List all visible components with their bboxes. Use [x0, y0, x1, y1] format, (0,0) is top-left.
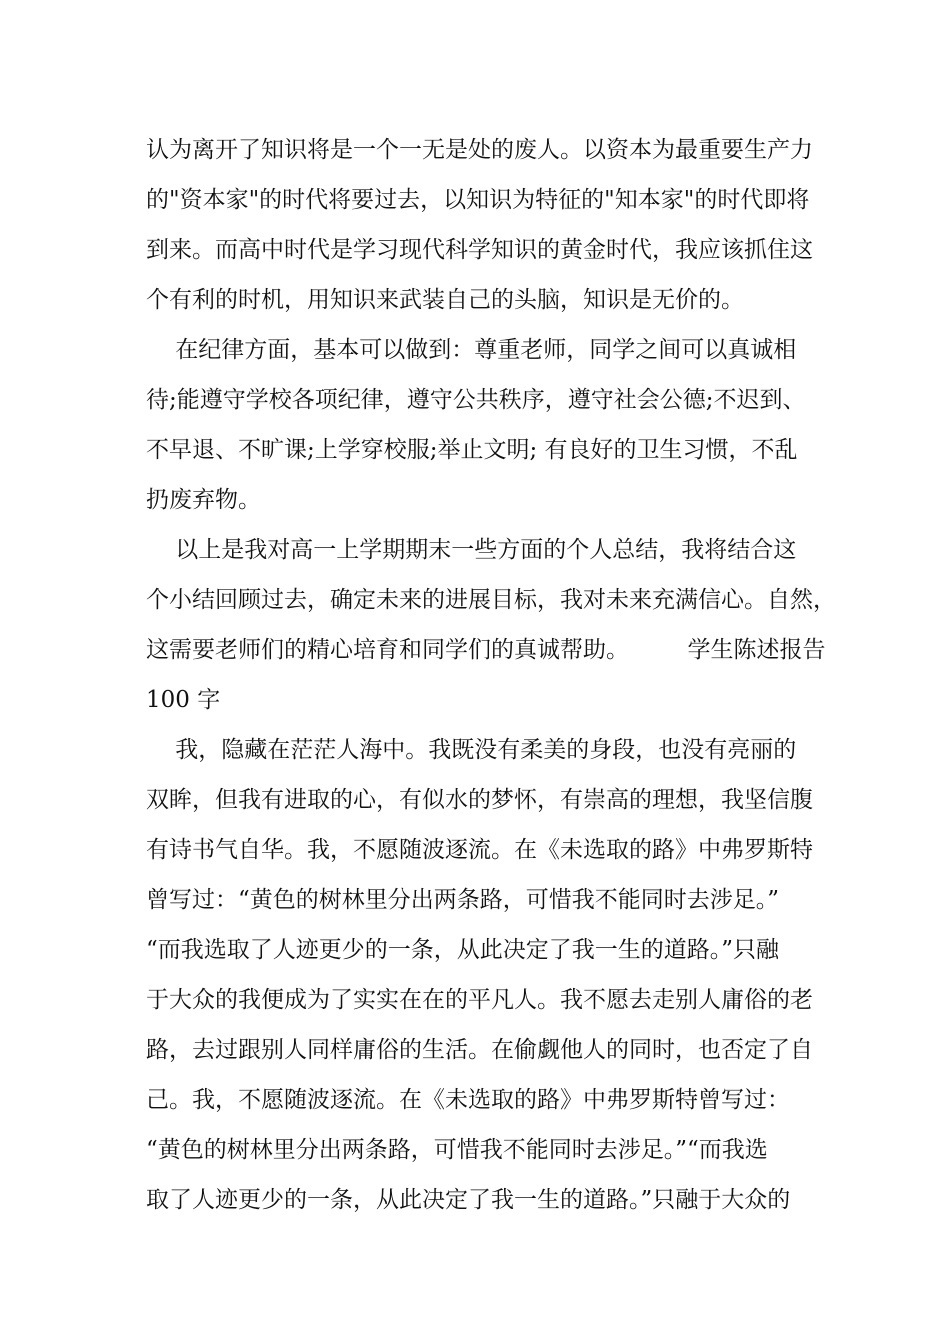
text-line: 扔废弃物。: [146, 487, 261, 513]
text-line: 有诗书气自华。我，不愿随波逐流。在《未选取的路》中弗罗斯特: [146, 837, 813, 863]
text-line: 个小结回顾过去，确定未来的进展目标，我对未来充满信心。自然，: [146, 587, 836, 613]
text-line: 到来。而高中时代是学习现代科学知识的黄金时代，我应该抓住这: [146, 237, 813, 263]
text-line: 取了人迹更少的一条，从此决定了我一生的道路。”只融于大众的: [146, 1187, 791, 1213]
text-line: 路，去过跟别人同样庸俗的生活。在偷觑他人的同时，也否定了自: [146, 1037, 813, 1063]
text-line: 于大众的我便成为了实实在在的平凡人。我不愿去走别人庸俗的老: [146, 987, 813, 1013]
text-line: 100 字: [146, 687, 221, 713]
text-line: 以上是我对高一上学期期末一些方面的个人总结，我将结合这: [146, 537, 797, 563]
text-line: 不早退、不旷课;上学穿校服;举止文明; 有良好的卫生习惯，不乱: [146, 437, 798, 463]
text-line: 双眸，但我有进取的心，有似水的梦怀，有崇高的理想，我坚信腹: [146, 787, 813, 813]
text-line: 己。我，不愿随波逐流。在《未选取的路》中弗罗斯特曾写过：: [146, 1087, 790, 1113]
text-line: 曾写过：“黄色的树林里分出两条路，可惜我不能同时去涉足。”: [146, 887, 780, 913]
text-line: “黄色的树林里分出两条路，可惜我不能同时去涉足。”“而我选: [146, 1137, 768, 1163]
text-line: 认为离开了知识将是一个一无是处的废人。以资本为最重要生产力: [146, 137, 813, 163]
text-line: 个有利的时机，用知识来武装自己的头脑，知识是无价的。: [146, 287, 744, 313]
text-line: 在纪律方面，基本可以做到：尊重老师，同学之间可以真诚相: [146, 337, 797, 363]
text-line: “而我选取了人迹更少的一条，从此决定了我一生的道路。”只融: [146, 937, 780, 963]
text-line: 我，隐藏在茫茫人海中。我既没有柔美的身段，也没有亮丽的: [146, 737, 797, 763]
text-line: 这需要老师们的精心培育和同学们的真诚帮助。 学生陈述报告: [146, 637, 826, 663]
text-line: 的"资本家"的时代将要过去，以知识为特征的"知本家"的时代即将: [146, 187, 810, 213]
text-line: 待;能遵守学校各项纪律，遵守公共秩序，遵守社会公德;不迟到、: [146, 387, 806, 413]
